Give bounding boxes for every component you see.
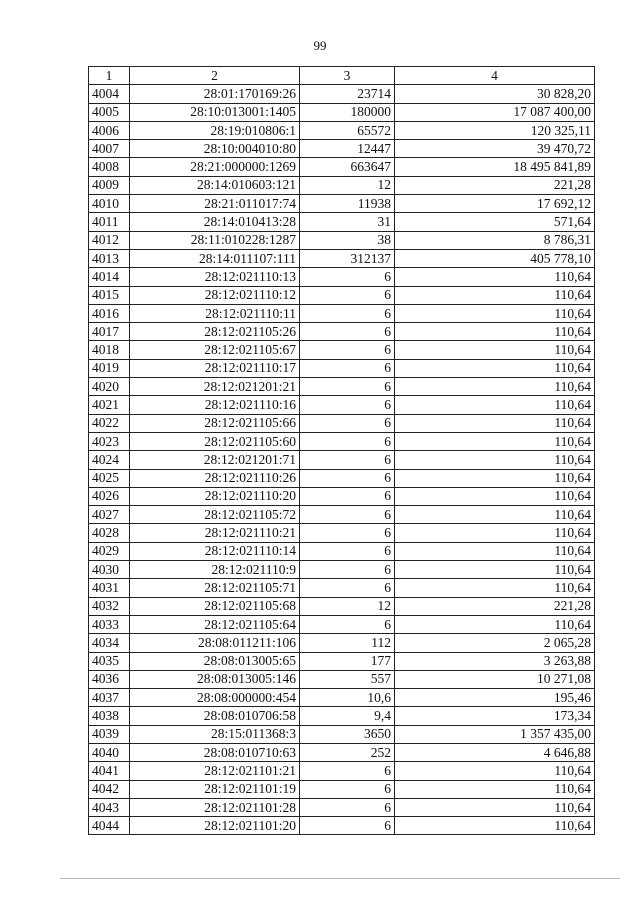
area-cell: 11938 [300,195,395,213]
area-cell: 6 [300,414,395,432]
area-cell: 312137 [300,249,395,267]
cadastral-number-cell: 28:19:010806:1 [130,121,300,139]
table-row [89,798,595,816]
row-number-cell: 4035 [89,652,130,670]
page-number: 99 [313,38,327,53]
cadastral-value-cell: 1 357 435,00 [395,725,595,743]
row-number-cell: 4042 [89,780,130,798]
cadastral-value-cell: 4 646,88 [395,743,595,761]
row-number-cell: 4029 [89,542,130,560]
area-cell: 9,4 [300,707,395,725]
table-row [89,542,595,560]
cadastral-value-cell: 110,64 [395,414,595,432]
cadastral-value-cell: 110,64 [395,762,595,780]
cadastral-value-cell: 110,64 [395,359,595,377]
table-row [89,176,595,194]
table-row [89,231,595,249]
column-header-4: 4 [395,67,595,85]
cadastral-value-cell: 17 087 400,00 [395,103,595,121]
table-row [89,396,595,414]
area-cell: 6 [300,817,395,835]
row-number-cell: 4005 [89,103,130,121]
row-number-cell: 4040 [89,743,130,761]
cadastral-value-cell: 110,64 [395,396,595,414]
row-number-cell: 4043 [89,798,130,816]
row-number-cell: 4015 [89,286,130,304]
table-row [89,707,595,725]
cadastral-number-cell: 28:08:013005:146 [130,670,300,688]
table-row [89,743,595,761]
table-row [89,487,595,505]
area-cell: 663647 [300,158,395,176]
cadastral-number-cell: 28:12:021105:71 [130,579,300,597]
row-number-cell: 4012 [89,231,130,249]
area-cell: 3650 [300,725,395,743]
row-number-cell: 4007 [89,140,130,158]
row-number-cell: 4004 [89,85,130,103]
table-row [89,597,595,615]
table-row [89,268,595,286]
row-number-cell: 4016 [89,304,130,322]
row-number-cell: 4022 [89,414,130,432]
table-body [89,85,595,835]
table-row [89,579,595,597]
area-cell: 6 [300,762,395,780]
area-cell: 557 [300,670,395,688]
area-cell: 6 [300,396,395,414]
table-row [89,451,595,469]
cadastral-value-cell: 39 470,72 [395,140,595,158]
cadastral-number-cell: 28:14:010603:121 [130,176,300,194]
cadastral-number-cell: 28:11:010228:1287 [130,231,300,249]
row-number-cell: 4008 [89,158,130,176]
row-number-cell: 4031 [89,579,130,597]
cadastral-number-cell: 28:08:000000:454 [130,689,300,707]
table-row [89,158,595,176]
table-row [89,249,595,267]
cadastral-number-cell: 28:21:000000:1269 [130,158,300,176]
table-row [89,323,595,341]
table-row [89,85,595,103]
row-number-cell: 4019 [89,359,130,377]
cadastral-number-cell: 28:12:021110:17 [130,359,300,377]
cadastral-value-cell: 110,64 [395,780,595,798]
cadastral-number-cell: 28:08:010706:58 [130,707,300,725]
cadastral-value-cell: 221,28 [395,176,595,194]
row-number-cell: 4017 [89,323,130,341]
cadastral-value-cell: 110,64 [395,451,595,469]
cadastral-number-cell: 28:12:021105:26 [130,323,300,341]
cadastral-value-cell: 173,34 [395,707,595,725]
table-row [89,414,595,432]
cadastral-value-cell: 110,64 [395,378,595,396]
cadastral-number-cell: 28:10:004010:80 [130,140,300,158]
cadastral-number-cell: 28:12:021105:60 [130,432,300,450]
table-row [89,634,595,652]
area-cell: 23714 [300,85,395,103]
cadastral-number-cell: 28:12:021105:67 [130,341,300,359]
area-cell: 6 [300,780,395,798]
cadastral-number-cell: 28:12:021110:13 [130,268,300,286]
row-number-cell: 4033 [89,615,130,633]
row-number-cell: 4034 [89,634,130,652]
area-cell: 6 [300,579,395,597]
cadastral-value-cell: 110,64 [395,469,595,487]
column-header-3: 3 [300,67,395,85]
cadastral-number-cell: 28:12:021110:12 [130,286,300,304]
row-number-cell: 4037 [89,689,130,707]
area-cell: 6 [300,432,395,450]
cadastral-value-cell: 110,64 [395,487,595,505]
row-number-cell: 4014 [89,268,130,286]
table-row [89,817,595,835]
table-row [89,121,595,139]
row-number-cell: 4009 [89,176,130,194]
cadastral-number-cell: 28:12:021101:21 [130,762,300,780]
area-cell: 6 [300,304,395,322]
row-number-cell: 4023 [89,432,130,450]
cadastral-number-cell: 28:08:011211:106 [130,634,300,652]
table-row [89,506,595,524]
row-number-cell: 4024 [89,451,130,469]
area-cell: 6 [300,615,395,633]
area-cell: 6 [300,286,395,304]
area-cell: 6 [300,524,395,542]
row-number-cell: 4032 [89,597,130,615]
table-row [89,213,595,231]
table-row [89,103,595,121]
cadastral-value-cell: 195,46 [395,689,595,707]
table-row [89,359,595,377]
cadastral-number-cell: 28:12:021110:21 [130,524,300,542]
area-cell: 6 [300,378,395,396]
cadastral-number-cell: 28:12:021110:20 [130,487,300,505]
cadastral-number-cell: 28:01:170169:26 [130,85,300,103]
table-row [89,670,595,688]
area-cell: 31 [300,213,395,231]
cadastral-value-cell: 110,64 [395,506,595,524]
cadastral-value-cell: 110,64 [395,286,595,304]
cadastral-number-cell: 28:10:013001:1405 [130,103,300,121]
area-cell: 65572 [300,121,395,139]
area-cell: 6 [300,341,395,359]
column-header-1: 1 [89,67,130,85]
row-number-cell: 4013 [89,249,130,267]
area-cell: 177 [300,652,395,670]
table-row [89,780,595,798]
cadastral-number-cell: 28:15:011368:3 [130,725,300,743]
cadastral-number-cell: 28:12:021101:19 [130,780,300,798]
cadastral-value-cell: 110,64 [395,579,595,597]
table-row [89,195,595,213]
table-row [89,725,595,743]
table-row [89,561,595,579]
cadastral-number-cell: 28:12:021201:21 [130,378,300,396]
table-row [89,304,595,322]
column-header-2: 2 [130,67,300,85]
cadastral-value-cell: 221,28 [395,597,595,615]
area-cell: 6 [300,487,395,505]
cadastral-number-cell: 28:12:021105:64 [130,615,300,633]
cadastral-number-cell: 28:12:021110:26 [130,469,300,487]
area-cell: 112 [300,634,395,652]
cadastral-number-cell: 28:14:011107:111 [130,249,300,267]
cadastral-number-cell: 28:08:010710:63 [130,743,300,761]
area-cell: 180000 [300,103,395,121]
row-number-cell: 4011 [89,213,130,231]
cadastral-number-cell: 28:12:021110:9 [130,561,300,579]
cadastral-number-cell: 28:21:011017:74 [130,195,300,213]
cadastral-value-cell: 110,64 [395,304,595,322]
row-number-cell: 4026 [89,487,130,505]
row-number-cell: 4018 [89,341,130,359]
cadastral-value-cell: 8 786,31 [395,231,595,249]
row-number-cell: 4041 [89,762,130,780]
cadastral-value-cell: 30 828,20 [395,85,595,103]
cadastral-number-cell: 28:08:013005:65 [130,652,300,670]
area-cell: 10,6 [300,689,395,707]
table-row [89,140,595,158]
area-cell: 12 [300,597,395,615]
cadastral-value-cell: 110,64 [395,341,595,359]
cadastral-value-cell: 110,64 [395,817,595,835]
cadastral-number-cell: 28:12:021101:20 [130,817,300,835]
table-row [89,652,595,670]
row-number-cell: 4027 [89,506,130,524]
row-number-cell: 4021 [89,396,130,414]
table-row [89,689,595,707]
cadastral-value-cell: 110,64 [395,268,595,286]
cadastral-value-cell: 2 065,28 [395,634,595,652]
table-header-row [89,67,595,85]
table-row [89,286,595,304]
cadastral-number-cell: 28:12:021110:14 [130,542,300,560]
cadastral-value-cell: 110,64 [395,561,595,579]
table-row [89,341,595,359]
row-number-cell: 4020 [89,378,130,396]
cadastral-value-cell: 110,64 [395,524,595,542]
cadastral-value-cell: 17 692,12 [395,195,595,213]
cadastral-value-cell: 571,64 [395,213,595,231]
cadastral-number-cell: 28:12:021110:16 [130,396,300,414]
table-row [89,762,595,780]
area-cell: 6 [300,542,395,560]
cadastral-value-cell: 18 495 841,89 [395,158,595,176]
cadastral-number-cell: 28:12:021105:72 [130,506,300,524]
table-row [89,378,595,396]
area-cell: 6 [300,323,395,341]
row-number-cell: 4036 [89,670,130,688]
row-number-cell: 4039 [89,725,130,743]
area-cell: 6 [300,451,395,469]
cadastral-value-cell: 110,64 [395,542,595,560]
row-number-cell: 4006 [89,121,130,139]
cadastral-value-cell: 110,64 [395,615,595,633]
cadastral-value-cell: 120 325,11 [395,121,595,139]
cadastral-value-cell: 405 778,10 [395,249,595,267]
cadastral-value-cell: 3 263,88 [395,652,595,670]
table-row [89,524,595,542]
row-number-cell: 4025 [89,469,130,487]
row-number-cell: 4038 [89,707,130,725]
cadastral-number-cell: 28:12:021201:71 [130,451,300,469]
area-cell: 252 [300,743,395,761]
row-number-cell: 4044 [89,817,130,835]
row-number-cell: 4010 [89,195,130,213]
table-row [89,469,595,487]
cadastral-number-cell: 28:12:021110:11 [130,304,300,322]
cadastral-value-table [88,66,595,835]
cadastral-value-cell: 110,64 [395,798,595,816]
area-cell: 38 [300,231,395,249]
cadastral-value-cell: 110,64 [395,432,595,450]
area-cell: 12447 [300,140,395,158]
row-number-cell: 4028 [89,524,130,542]
area-cell: 12 [300,176,395,194]
cadastral-value-cell: 110,64 [395,323,595,341]
cadastral-number-cell: 28:12:021101:28 [130,798,300,816]
area-cell: 6 [300,268,395,286]
area-cell: 6 [300,506,395,524]
cadastral-value-cell: 10 271,08 [395,670,595,688]
cadastral-number-cell: 28:12:021105:68 [130,597,300,615]
cadastral-number-cell: 28:12:021105:66 [130,414,300,432]
table-row [89,615,595,633]
area-cell: 6 [300,469,395,487]
area-cell: 6 [300,798,395,816]
table-row [89,432,595,450]
cadastral-number-cell: 28:14:010413:28 [130,213,300,231]
footer-divider [60,878,620,879]
area-cell: 6 [300,359,395,377]
row-number-cell: 4030 [89,561,130,579]
area-cell: 6 [300,561,395,579]
